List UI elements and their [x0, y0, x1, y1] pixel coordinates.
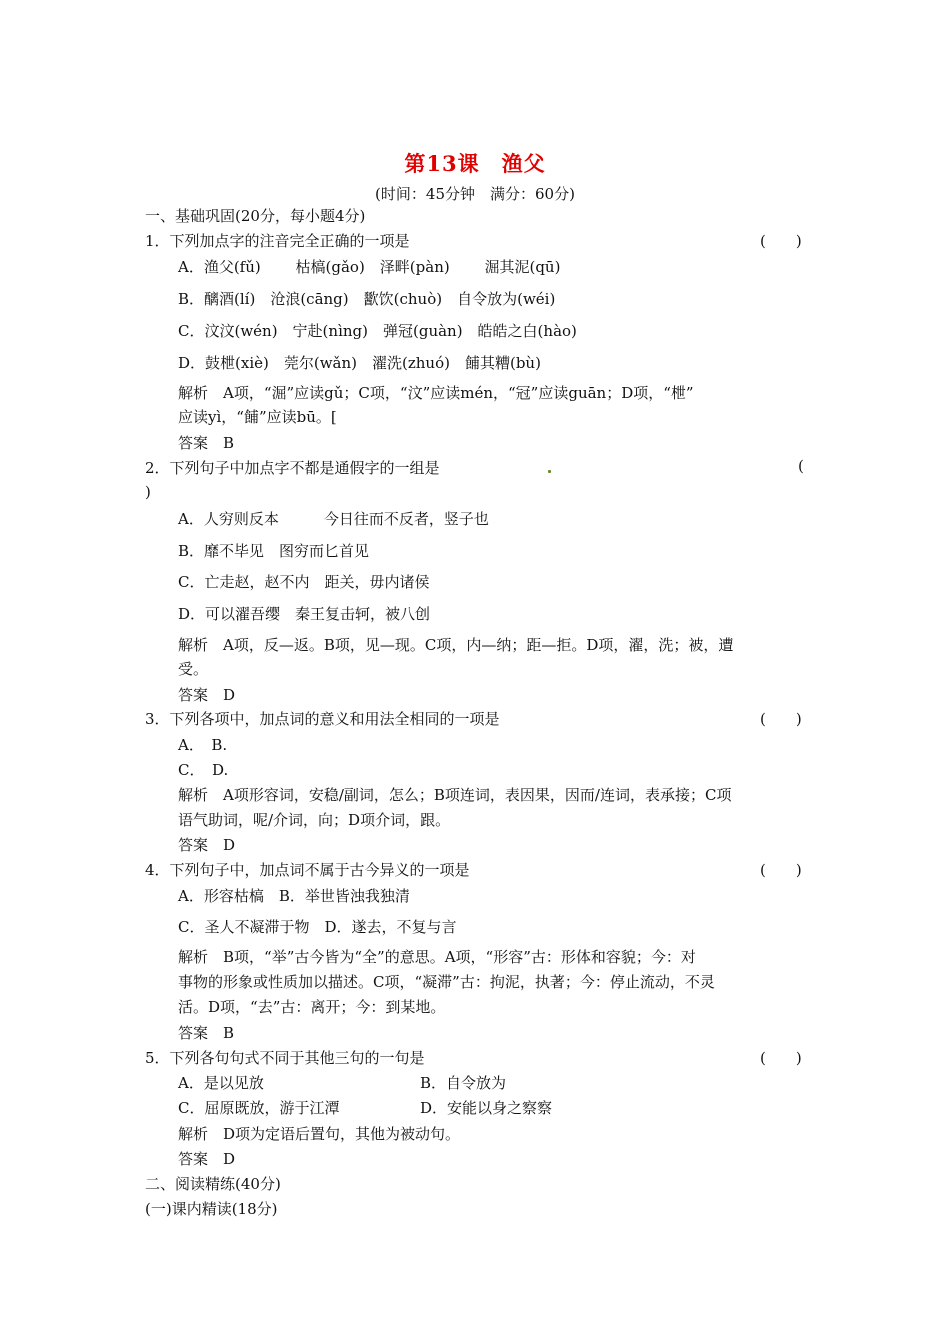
q2-analysis-line-1: 解析 A项，反—返。B项，见—现。C项，内—纳；距—拒。D项，濯，洗；被，遭: [178, 636, 734, 654]
q2-option-d: D．可以濯吾缨 秦王复击轲，被八创: [178, 605, 431, 623]
q3-analysis-line-2: 语气助词，呢/介词，向；D项介词，跟。: [178, 811, 451, 829]
q2-option-a: A．人穷则反本 今日往而不反者，竖子也: [178, 510, 489, 528]
q3-stem: 3．下列各项中，加点词的意义和用法全相同的一项是: [145, 710, 500, 728]
q5-option-a: A．是以见放: [178, 1074, 264, 1092]
q4-options-ab: A．形容枯槁 B．举世皆浊我独清: [178, 887, 410, 905]
q5-stem: 5．下列各句句式不同于其他三句的一句是: [145, 1049, 425, 1067]
q4-analysis-line-1: 解析 B项，“举”古今皆为“全”的意思。A项，“形容”古：形体和容貌；今：对: [178, 948, 696, 966]
q5-option-c: C．屈原既放，游于江潭: [178, 1099, 340, 1117]
q4-stem: 4．下列句子中，加点词不属于古今异义的一项是: [145, 861, 470, 879]
page-title: 第13课 渔父: [404, 151, 546, 176]
q1-option-d: D．鼓枻(xiè) 莞尔(wǎn) 濯洗(zhuó) 餔其糟(bù): [178, 354, 541, 372]
subsection-heading: (一)课内精读(18分): [145, 1200, 278, 1218]
q1-answer: 答案 B: [178, 434, 235, 452]
stray-mark: [548, 470, 551, 473]
q1-option-b: B．醨酒(lí) 沧浪(cāng) 歠饮(chuò) 自令放为(wéi): [178, 290, 556, 308]
q1-option-c: C．汶汶(wén) 宁赴(nìng) 弹冠(guàn) 皓皓之白(hào): [178, 322, 577, 340]
q2-option-b: B．靡不毕见 图穷而匕首见: [178, 542, 370, 560]
q2-answer: 答案 D: [178, 686, 236, 704]
q2-paren-close: ): [145, 483, 151, 501]
section-heading-1: 一、基础巩固(20分，每小题4分): [145, 207, 366, 225]
q4-answer-paren: ( ): [760, 861, 802, 879]
q1-stem: 1．下列加点字的注音完全正确的一项是: [145, 232, 410, 250]
q3-analysis-line-1: 解析 A项形容词，安稳/副词，怎么；B项连词，表因果，因而/连词，表承接；C项: [178, 786, 732, 804]
q5-answer-paren: ( ): [760, 1049, 802, 1067]
q1-option-a: A．渔父(fǔ) 枯槁(gǎo) 泽畔(pàn) 淈其泥(qū): [178, 258, 561, 276]
q2-option-c: C．亡走赵，赵不内 距关，毋内诸侯: [178, 573, 430, 591]
q3-answer: 答案 D: [178, 836, 236, 854]
q2-analysis-line-2: 受。: [178, 660, 209, 678]
q4-analysis-line-3: 活。D项，“去”古：离开；今：到某地。: [178, 998, 446, 1016]
section-heading-2: 二、阅读精练(40分): [145, 1175, 281, 1193]
q5-option-d: D．安能以身之察察: [420, 1099, 553, 1117]
q5-option-b: B．自令放为: [420, 1074, 507, 1092]
q1-analysis-line-1: 解析 A项，“淈”应读gǔ；C项，“汶”应读mén，“冠”应读guān；D项，“枻”: [178, 384, 694, 402]
q1-analysis-line-2: 应读yì，“餔”应读bū。[: [178, 408, 337, 426]
q3-options-ab: A． B.: [178, 736, 228, 754]
q5-analysis: 解析 D项为定语后置句，其他为被动句。: [178, 1125, 461, 1143]
q3-options-cd: C． D.: [178, 761, 229, 779]
q5-answer: 答案 D: [178, 1150, 236, 1168]
q2-paren-open: (: [798, 457, 804, 475]
q2-stem: 2．下列句子中加点字不都是通假字的一组是: [145, 459, 440, 477]
q1-answer-paren: ( ): [760, 232, 802, 250]
page-subtitle: (时间：45分钟 满分：60分): [375, 185, 575, 203]
q4-options-cd: C．圣人不凝滞于物 D．遂去，不复与言: [178, 918, 457, 936]
q4-analysis-line-2: 事物的形象或性质加以描述。C项，“凝滞”古：拘泥，执著；今：停止流动，不灵: [178, 973, 715, 991]
q4-answer: 答案 B: [178, 1024, 235, 1042]
q3-answer-paren: ( ): [760, 710, 802, 728]
